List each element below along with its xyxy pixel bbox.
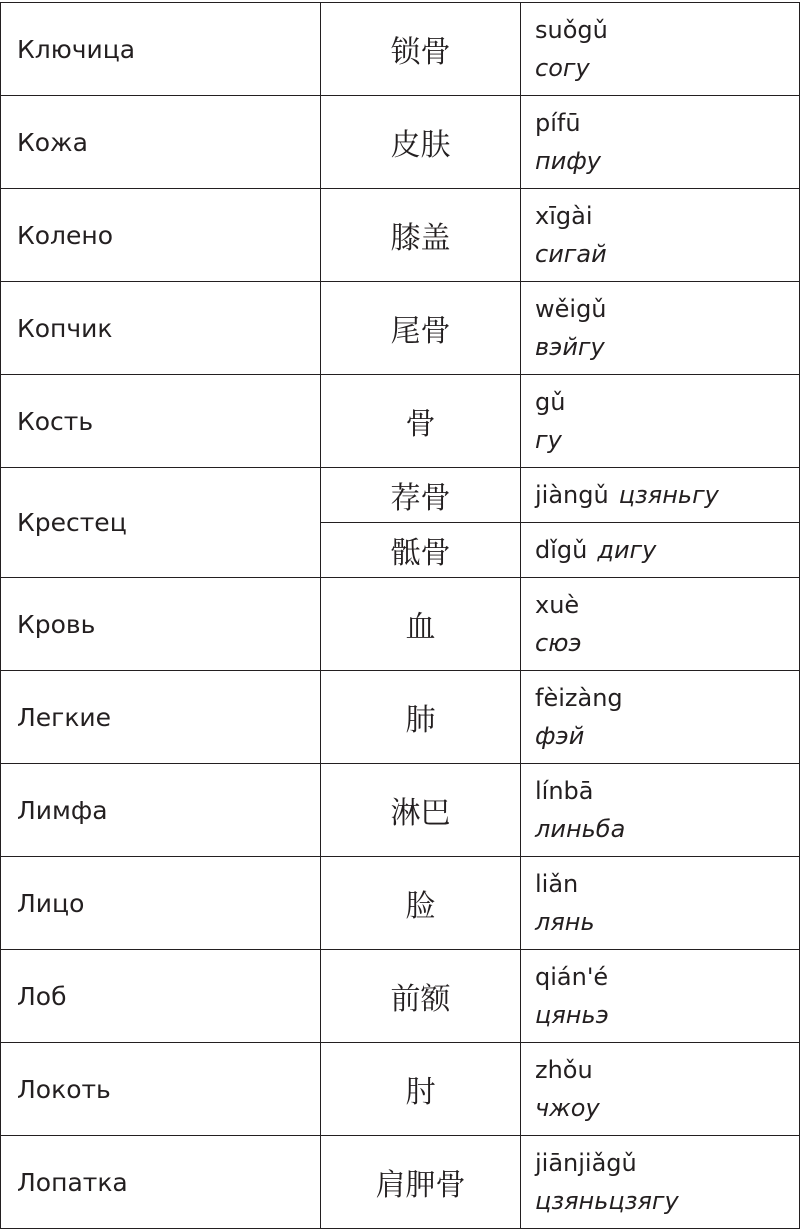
chinese-word: 肘: [321, 1043, 521, 1136]
transliteration: согу: [535, 54, 590, 82]
russian-word: Лицо: [1, 857, 321, 950]
table-row: [1, 375, 800, 468]
pinyin: zhǒu: [535, 1056, 593, 1084]
table-row: [1, 1136, 800, 1229]
pronunciation-cell: [521, 578, 800, 671]
transliteration: линьба: [535, 815, 626, 843]
pronunciation-cell: [521, 950, 800, 1043]
transliteration: цзяньгу: [618, 481, 719, 509]
chinese-word: 尾骨: [321, 282, 521, 375]
russian-word: Кожа: [1, 96, 321, 189]
chinese-word: 骨: [321, 375, 521, 468]
chinese-word: 皮肤: [321, 96, 521, 189]
russian-word: Лоб: [1, 950, 321, 1043]
pinyin: jiàngǔ: [535, 481, 609, 509]
pronunciation-cell: [521, 671, 800, 764]
russian-word: Крестец: [1, 468, 321, 578]
table-row: [1, 671, 800, 764]
chinese-word: 血: [321, 578, 521, 671]
pinyin: qián'é: [535, 963, 609, 991]
pinyin: línbā: [535, 777, 594, 805]
pronunciation-cell: [521, 189, 800, 282]
pinyin: suǒgǔ: [535, 16, 608, 44]
chinese-word: 肩胛骨: [321, 1136, 521, 1229]
pronunciation-cell: [521, 1136, 800, 1229]
transliteration: чжоу: [535, 1094, 600, 1122]
russian-word: Копчик: [1, 282, 321, 375]
table-row: [1, 1043, 800, 1136]
table-row: [1, 857, 800, 950]
transliteration: сигай: [535, 240, 607, 268]
chinese-word: 荐骨: [321, 468, 521, 523]
pinyin: dǐgǔ: [535, 536, 588, 564]
pinyin: liǎn: [535, 870, 579, 898]
table-row: [1, 96, 800, 189]
pronunciation-cell: [521, 375, 800, 468]
chinese-word: 脸: [321, 857, 521, 950]
chinese-word: 锁骨: [321, 3, 521, 96]
pronunciation-cell: [521, 764, 800, 857]
russian-word: Легкие: [1, 671, 321, 764]
russian-word: Кровь: [1, 578, 321, 671]
table-row: [1, 468, 800, 523]
pronunciation-cell: [521, 468, 800, 523]
transliteration: сюэ: [535, 629, 582, 657]
pronunciation-cell: [521, 3, 800, 96]
chinese-word: 骶骨: [321, 523, 521, 578]
transliteration: вэйгу: [535, 333, 605, 361]
transliteration: цзяньцзягу: [535, 1187, 679, 1215]
table-row: [1, 764, 800, 857]
transliteration: цяньэ: [535, 1001, 609, 1029]
russian-word: Локоть: [1, 1043, 321, 1136]
pinyin: jiānjiǎgǔ: [535, 1149, 637, 1177]
table-row: [1, 3, 800, 96]
pinyin: wěigǔ: [535, 295, 607, 323]
vocabulary-table-body: [1, 3, 800, 1229]
russian-word: Ключица: [1, 3, 321, 96]
russian-word: Лимфа: [1, 764, 321, 857]
table-row: [1, 950, 800, 1043]
pronunciation-cell: [521, 1043, 800, 1136]
russian-word: Кость: [1, 375, 321, 468]
transliteration: дигу: [597, 536, 657, 564]
chinese-word: 膝盖: [321, 189, 521, 282]
table-row: [1, 578, 800, 671]
russian-word: Колено: [1, 189, 321, 282]
russian-word: Лопатка: [1, 1136, 321, 1229]
table-row: [1, 189, 800, 282]
vocabulary-table: [0, 2, 800, 1229]
pronunciation-cell: [521, 96, 800, 189]
transliteration: лянь: [535, 908, 595, 936]
chinese-word: 肺: [321, 671, 521, 764]
transliteration: фэй: [535, 722, 585, 750]
transliteration: гу: [535, 426, 562, 454]
pinyin: pífū: [535, 109, 581, 137]
table-row: [1, 282, 800, 375]
chinese-word: 淋巴: [321, 764, 521, 857]
pinyin: xuè: [535, 591, 580, 619]
pinyin: gǔ: [535, 388, 566, 416]
pronunciation-cell: [521, 282, 800, 375]
pronunciation-cell: [521, 857, 800, 950]
pronunciation-cell: [521, 523, 800, 578]
transliteration: пифу: [535, 147, 602, 175]
pinyin: fèizàng: [535, 684, 623, 712]
chinese-word: 前额: [321, 950, 521, 1043]
pinyin: xīgài: [535, 202, 593, 230]
